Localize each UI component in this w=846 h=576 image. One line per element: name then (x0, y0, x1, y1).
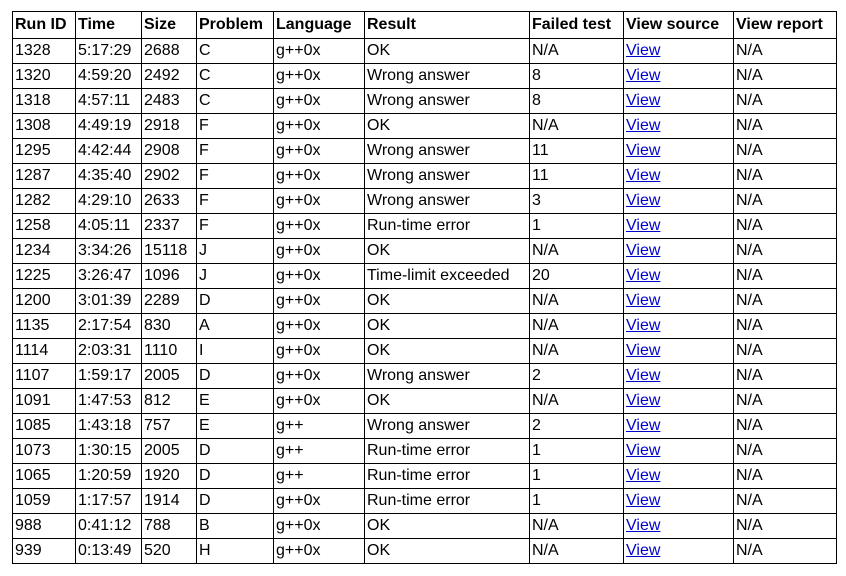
table-row (13, 414, 837, 439)
cell-failed-test: 8 (530, 89, 624, 114)
cell-time: 0:41:12 (76, 514, 142, 539)
cell-failed-test: N/A (530, 289, 624, 314)
cell-result: OK (365, 289, 530, 314)
cell-time: 3:26:47 (76, 264, 142, 289)
view-source-link[interactable]: View (626, 442, 661, 459)
cell-run-id: 1200 (13, 289, 76, 314)
cell-failed-test: 2 (530, 364, 624, 389)
cell-failed-test: 1 (530, 439, 624, 464)
cell-view-report: N/A (734, 339, 837, 364)
cell-view-source (624, 189, 734, 214)
cell-view-report: N/A (734, 389, 837, 414)
table-row (13, 239, 837, 264)
cell-problem: H (197, 539, 274, 564)
runs-table-container (12, 11, 837, 564)
cell-result: Wrong answer (365, 139, 530, 164)
cell-view-source (624, 464, 734, 489)
cell-failed-test: 11 (530, 139, 624, 164)
cell-problem: B (197, 514, 274, 539)
cell-problem: C (197, 64, 274, 89)
cell-problem: F (197, 164, 274, 189)
view-source-link[interactable]: View (626, 142, 661, 159)
header-size: Size (142, 12, 197, 39)
cell-view-report: N/A (734, 464, 837, 489)
cell-size: 1110 (142, 339, 197, 364)
cell-problem: C (197, 39, 274, 64)
cell-language: g++0x (274, 164, 365, 189)
cell-failed-test: N/A (530, 239, 624, 264)
cell-time: 0:13:49 (76, 539, 142, 564)
cell-view-source (624, 214, 734, 239)
cell-view-source (624, 339, 734, 364)
cell-run-id: 1234 (13, 239, 76, 264)
cell-view-source (624, 514, 734, 539)
cell-time: 1:47:53 (76, 389, 142, 414)
cell-language: g++0x (274, 314, 365, 339)
cell-problem: D (197, 289, 274, 314)
cell-problem: F (197, 139, 274, 164)
view-source-link[interactable]: View (626, 242, 661, 259)
cell-time: 4:57:11 (76, 89, 142, 114)
view-source-link[interactable]: View (626, 492, 661, 509)
cell-problem: D (197, 464, 274, 489)
cell-problem: A (197, 314, 274, 339)
header-run-id: Run ID (13, 12, 76, 39)
cell-failed-test: 11 (530, 164, 624, 189)
cell-time: 2:03:31 (76, 339, 142, 364)
cell-size: 2902 (142, 164, 197, 189)
cell-time: 2:17:54 (76, 314, 142, 339)
cell-size: 15118 (142, 239, 197, 264)
cell-failed-test: 1 (530, 214, 624, 239)
cell-view-source (624, 114, 734, 139)
cell-run-id: 1091 (13, 389, 76, 414)
view-source-link[interactable]: View (626, 67, 661, 84)
cell-size: 1914 (142, 489, 197, 514)
cell-view-report: N/A (734, 314, 837, 339)
cell-size: 2633 (142, 189, 197, 214)
cell-language: g++0x (274, 389, 365, 414)
cell-problem: D (197, 364, 274, 389)
cell-time: 1:30:15 (76, 439, 142, 464)
cell-failed-test: N/A (530, 114, 624, 139)
cell-failed-test: 8 (530, 64, 624, 89)
cell-view-source (624, 539, 734, 564)
cell-size: 812 (142, 389, 197, 414)
cell-result: Run-time error (365, 464, 530, 489)
cell-failed-test: N/A (530, 389, 624, 414)
cell-run-id: 1107 (13, 364, 76, 389)
cell-result: Time-limit exceeded (365, 264, 530, 289)
cell-language: g++0x (274, 239, 365, 264)
view-source-link[interactable]: View (626, 117, 661, 134)
cell-time: 4:59:20 (76, 64, 142, 89)
cell-result: OK (365, 239, 530, 264)
cell-run-id: 1295 (13, 139, 76, 164)
cell-run-id: 1073 (13, 439, 76, 464)
view-source-link[interactable]: View (626, 92, 661, 109)
cell-failed-test: 1 (530, 489, 624, 514)
cell-language: g++0x (274, 264, 365, 289)
cell-time: 1:59:17 (76, 364, 142, 389)
header-problem: Problem (197, 12, 274, 39)
cell-run-id: 1318 (13, 89, 76, 114)
cell-problem: C (197, 89, 274, 114)
cell-view-source (624, 414, 734, 439)
cell-time: 4:49:19 (76, 114, 142, 139)
cell-problem: D (197, 439, 274, 464)
view-source-link[interactable]: View (626, 317, 661, 334)
cell-view-report: N/A (734, 489, 837, 514)
table-row (13, 39, 837, 64)
cell-view-source (624, 139, 734, 164)
table-row (13, 114, 837, 139)
cell-problem: J (197, 239, 274, 264)
table-row (13, 514, 837, 539)
cell-language: g++0x (274, 364, 365, 389)
runs-table-body (13, 39, 837, 564)
cell-run-id: 1320 (13, 64, 76, 89)
table-row (13, 489, 837, 514)
cell-view-report: N/A (734, 239, 837, 264)
cell-language: g++0x (274, 339, 365, 364)
cell-result: Run-time error (365, 489, 530, 514)
cell-time: 4:29:10 (76, 189, 142, 214)
cell-language: g++0x (274, 539, 365, 564)
cell-result: Wrong answer (365, 189, 530, 214)
view-source-link[interactable]: View (626, 417, 661, 434)
cell-failed-test: 1 (530, 464, 624, 489)
header-time: Time (76, 12, 142, 39)
cell-failed-test: N/A (530, 314, 624, 339)
view-source-link[interactable]: View (626, 367, 661, 384)
cell-view-source (624, 239, 734, 264)
cell-time: 4:42:44 (76, 139, 142, 164)
cell-problem: F (197, 214, 274, 239)
cell-size: 2688 (142, 39, 197, 64)
view-source-link[interactable]: View (626, 517, 661, 534)
cell-failed-test: 3 (530, 189, 624, 214)
table-row (13, 214, 837, 239)
cell-result: Wrong answer (365, 414, 530, 439)
cell-size: 2289 (142, 289, 197, 314)
cell-time: 3:34:26 (76, 239, 142, 264)
cell-size: 1096 (142, 264, 197, 289)
header-result: Result (365, 12, 530, 39)
cell-failed-test: 2 (530, 414, 624, 439)
cell-result: OK (365, 514, 530, 539)
cell-view-source (624, 39, 734, 64)
cell-result: Run-time error (365, 439, 530, 464)
cell-time: 4:35:40 (76, 164, 142, 189)
cell-problem: I (197, 339, 274, 364)
table-row (13, 89, 837, 114)
header-language: Language (274, 12, 365, 39)
view-source-link[interactable]: View (626, 342, 661, 359)
cell-language: g++0x (274, 64, 365, 89)
view-source-link[interactable]: View (626, 292, 661, 309)
cell-view-source (624, 64, 734, 89)
cell-problem: E (197, 389, 274, 414)
table-row (13, 164, 837, 189)
cell-language: g++0x (274, 189, 365, 214)
table-row (13, 539, 837, 564)
cell-view-report: N/A (734, 364, 837, 389)
header-view-source: View source (624, 12, 734, 39)
cell-result: OK (365, 314, 530, 339)
cell-view-report: N/A (734, 139, 837, 164)
cell-size: 788 (142, 514, 197, 539)
table-row (13, 339, 837, 364)
table-row (13, 439, 837, 464)
cell-run-id: 1328 (13, 39, 76, 64)
table-row (13, 464, 837, 489)
cell-size: 2483 (142, 89, 197, 114)
table-row (13, 289, 837, 314)
view-source-link[interactable]: View (626, 392, 661, 409)
table-row (13, 264, 837, 289)
cell-view-report: N/A (734, 214, 837, 239)
cell-problem: J (197, 264, 274, 289)
view-source-link[interactable]: View (626, 267, 661, 284)
cell-time: 1:17:57 (76, 489, 142, 514)
cell-size: 1920 (142, 464, 197, 489)
view-source-link[interactable]: View (626, 42, 661, 59)
cell-failed-test: N/A (530, 539, 624, 564)
cell-view-report: N/A (734, 189, 837, 214)
table-row (13, 189, 837, 214)
cell-size: 2005 (142, 364, 197, 389)
view-source-link[interactable]: View (626, 167, 661, 184)
cell-language: g++0x (274, 114, 365, 139)
cell-result: OK (365, 389, 530, 414)
runs-table-header (13, 12, 837, 39)
cell-run-id: 1308 (13, 114, 76, 139)
cell-language: g++ (274, 414, 365, 439)
cell-run-id: 1287 (13, 164, 76, 189)
cell-result: OK (365, 114, 530, 139)
cell-failed-test: N/A (530, 514, 624, 539)
view-source-link[interactable]: View (626, 542, 661, 559)
cell-language: g++0x (274, 289, 365, 314)
cell-size: 2005 (142, 439, 197, 464)
cell-run-id: 1258 (13, 214, 76, 239)
cell-run-id: 1282 (13, 189, 76, 214)
table-row (13, 314, 837, 339)
table-row (13, 139, 837, 164)
cell-time: 1:43:18 (76, 414, 142, 439)
table-row (13, 364, 837, 389)
cell-language: g++ (274, 464, 365, 489)
view-source-link[interactable]: View (626, 217, 661, 234)
cell-view-source (624, 489, 734, 514)
cell-view-report: N/A (734, 539, 837, 564)
cell-size: 2908 (142, 139, 197, 164)
view-source-link[interactable]: View (626, 467, 661, 484)
cell-view-report: N/A (734, 39, 837, 64)
cell-problem: F (197, 114, 274, 139)
cell-size: 757 (142, 414, 197, 439)
cell-language: g++0x (274, 489, 365, 514)
cell-time: 1:20:59 (76, 464, 142, 489)
cell-view-report: N/A (734, 114, 837, 139)
cell-problem: F (197, 189, 274, 214)
cell-size: 2337 (142, 214, 197, 239)
cell-view-source (624, 364, 734, 389)
cell-result: Wrong answer (365, 64, 530, 89)
header-row (13, 12, 837, 39)
cell-language: g++0x (274, 89, 365, 114)
table-row (13, 389, 837, 414)
cell-size: 2918 (142, 114, 197, 139)
view-source-link[interactable]: View (626, 192, 661, 209)
table-row (13, 64, 837, 89)
cell-view-report: N/A (734, 289, 837, 314)
cell-run-id: 939 (13, 539, 76, 564)
cell-time: 3:01:39 (76, 289, 142, 314)
cell-view-report: N/A (734, 89, 837, 114)
cell-language: g++ (274, 439, 365, 464)
cell-result: Wrong answer (365, 364, 530, 389)
cell-view-source (624, 389, 734, 414)
cell-view-source (624, 264, 734, 289)
cell-run-id: 1085 (13, 414, 76, 439)
cell-view-source (624, 164, 734, 189)
cell-view-source (624, 314, 734, 339)
cell-view-source (624, 89, 734, 114)
cell-language: g++0x (274, 39, 365, 64)
cell-language: g++0x (274, 514, 365, 539)
cell-view-source (624, 439, 734, 464)
cell-failed-test: N/A (530, 39, 624, 64)
cell-problem: E (197, 414, 274, 439)
cell-run-id: 1065 (13, 464, 76, 489)
cell-result: Wrong answer (365, 89, 530, 114)
runs-table (12, 11, 837, 564)
cell-failed-test: N/A (530, 339, 624, 364)
cell-run-id: 1059 (13, 489, 76, 514)
cell-view-report: N/A (734, 439, 837, 464)
cell-view-report: N/A (734, 64, 837, 89)
cell-result: Wrong answer (365, 164, 530, 189)
cell-time: 4:05:11 (76, 214, 142, 239)
cell-run-id: 988 (13, 514, 76, 539)
cell-view-source (624, 289, 734, 314)
cell-size: 2492 (142, 64, 197, 89)
cell-size: 520 (142, 539, 197, 564)
cell-run-id: 1114 (13, 339, 76, 364)
cell-result: Run-time error (365, 214, 530, 239)
cell-view-report: N/A (734, 514, 837, 539)
cell-result: OK (365, 339, 530, 364)
header-view-report: View report (734, 12, 837, 39)
cell-size: 830 (142, 314, 197, 339)
cell-result: OK (365, 39, 530, 64)
cell-run-id: 1135 (13, 314, 76, 339)
header-failed-test: Failed test (530, 12, 624, 39)
cell-run-id: 1225 (13, 264, 76, 289)
cell-view-report: N/A (734, 414, 837, 439)
cell-failed-test: 20 (530, 264, 624, 289)
cell-time: 5:17:29 (76, 39, 142, 64)
cell-language: g++0x (274, 139, 365, 164)
cell-view-report: N/A (734, 164, 837, 189)
cell-language: g++0x (274, 214, 365, 239)
cell-result: OK (365, 539, 530, 564)
cell-problem: D (197, 489, 274, 514)
cell-view-report: N/A (734, 264, 837, 289)
